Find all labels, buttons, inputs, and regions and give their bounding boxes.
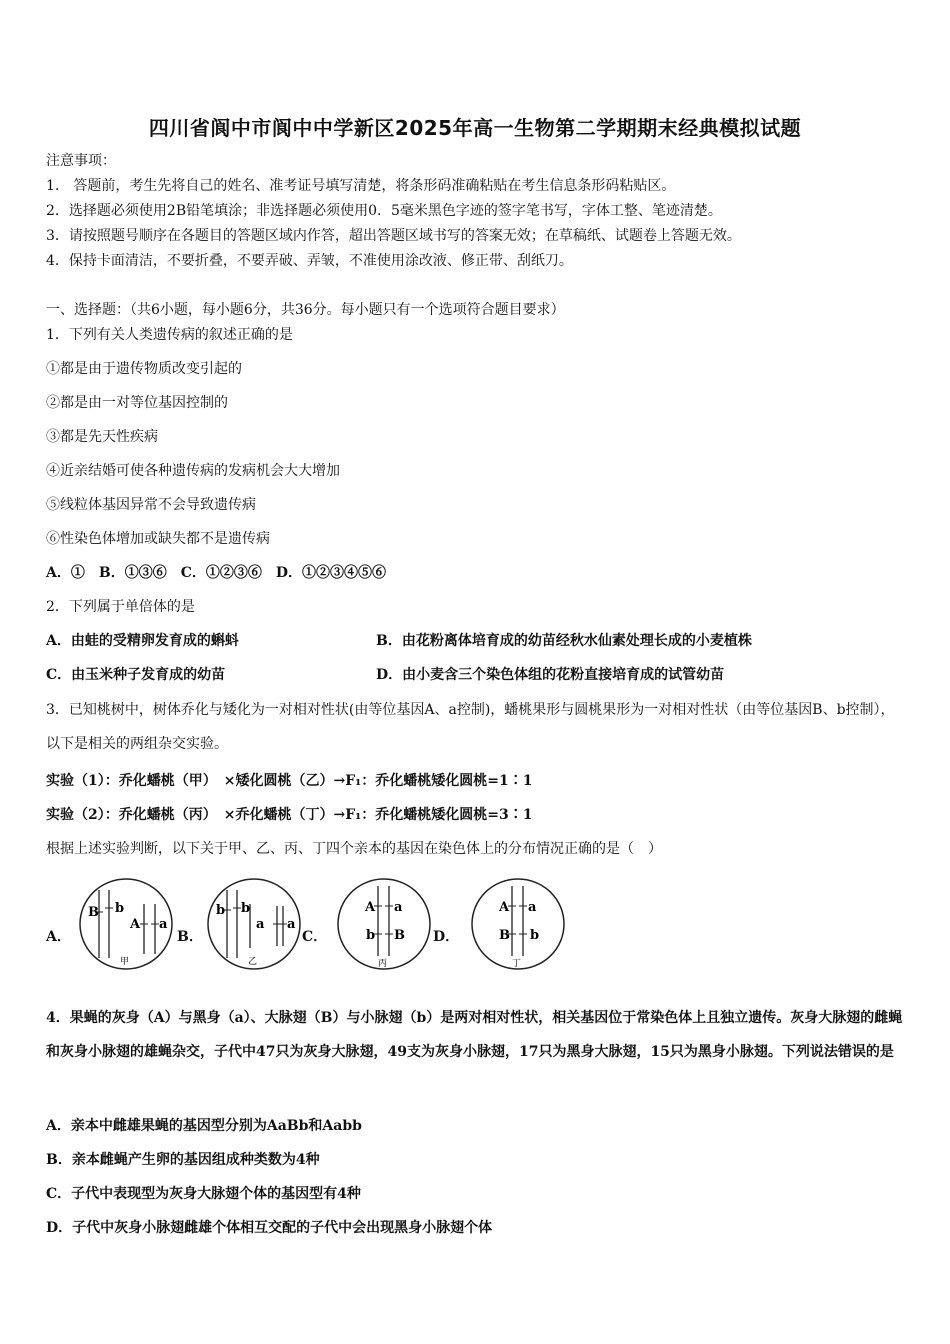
cell-name: 丙 xyxy=(378,959,388,969)
q1-statement: ⑥性染色体增加或缺失都不是遗传病 xyxy=(46,531,270,547)
notice-item: 3．请按照题号顺序在各题目的答题区域内作答，超出答题区域书写的答案无效；在草稿纸、试题卷上答题无效。 xyxy=(46,228,741,244)
gene-label: a xyxy=(159,917,168,932)
gene-label: B xyxy=(394,928,405,943)
cell-name: 甲 xyxy=(120,957,130,967)
cell-name: 丁 xyxy=(512,959,522,969)
q2-option-d: D．由小麦含三个染色体组的花粉直接培育成的试管幼苗 xyxy=(376,667,725,683)
notice-item: 2．选择题必须使用2B铅笔填涂；非选择题必须使用0．5毫米黑色字迹的签字笔书写，字体工整、笔迹清楚。 xyxy=(46,203,722,219)
gene-label: a xyxy=(287,917,296,932)
gene-label: a xyxy=(528,900,537,915)
q2-option-b: B．由花粉离体培育成的幼苗经秋水仙素处理长成的小麦植株 xyxy=(376,633,752,649)
cell-diagram-jia xyxy=(76,876,176,972)
q3-option-a-label: A． xyxy=(46,929,71,945)
q1-statement: ②都是由一对等位基因控制的 xyxy=(46,395,228,411)
q3-stem: 3．已知桃树中，树体乔化与矮化为一对相对性状(由等位基因A、a控制)，蟠桃果形与圆桃果形为一对相对性状（由等位基因B、b控制），以下是相关的两组杂交实验。 xyxy=(46,702,895,752)
cell-diagram-ding xyxy=(468,876,568,972)
notice-item: 1. 答题前，考生先将自己的姓名、准考证号填写清楚，将条形码准确粘贴在考生信息条形码粘贴区。 xyxy=(46,178,676,194)
cell-name: 乙 xyxy=(248,957,258,967)
notice-heading: 注意事项： xyxy=(46,153,116,169)
gene-label: A xyxy=(130,917,141,932)
gene-label: b xyxy=(216,903,226,918)
q2-stem: 2．下列属于单倍体的是 xyxy=(46,599,195,615)
q3-option-d-label: D． xyxy=(433,929,460,945)
cell-diagram-yi xyxy=(204,876,304,972)
gene-label: A xyxy=(365,900,376,915)
q2-option-a: A．由蛙的受精卵发育成的蝌蚪 xyxy=(46,633,239,649)
gene-label: B xyxy=(499,928,510,943)
q1-options: A．① B．①③⑥ C．①②③⑥ D．①②③④⑤⑥ xyxy=(46,565,386,581)
q4-option: D．子代中灰身小脉翅雌雄个体相互交配的子代中会出现黑身小脉翅个体 xyxy=(46,1220,493,1236)
notice-item: 4．保持卡面清洁，不要折叠，不要弄破、弄皱，不准使用涂改液、修正带、刮纸刀。 xyxy=(46,253,573,269)
section-heading: 一、选择题：（共6小题，每小题6分，共36分。每小题只有一个选项符合题目要求） xyxy=(46,302,565,318)
q3-option-b-label: B． xyxy=(177,929,203,945)
gene-label: b xyxy=(115,901,125,916)
gene-label: b xyxy=(241,901,251,916)
cell-diagram-bing xyxy=(334,876,434,972)
q1-stem: 1．下列有关人类遗传病的叙述正确的是 xyxy=(46,327,293,343)
q2-option-c: C．由玉米种子发育成的幼苗 xyxy=(46,667,226,683)
gene-label: a xyxy=(256,917,265,932)
gene-label: a xyxy=(394,900,403,915)
q1-statement: ⑤线粒体基因异常不会导致遗传病 xyxy=(46,497,256,513)
q4-option: B．亲本雌蝇产生卵的基因组成种类数为4种 xyxy=(46,1152,320,1168)
q4-option: C．子代中表现型为灰身大脉翅个体的基因型有4种 xyxy=(46,1186,361,1202)
q1-statement: ①都是由于遗传物质改变引起的 xyxy=(46,361,242,377)
q3-option-c-label: C． xyxy=(302,929,328,945)
q3-question: 根据上述实验判断，以下关于甲、乙、丙、丁四个亲本的基因在染色体上的分布情况正确的是（ ） xyxy=(46,841,662,857)
q1-statement: ④近亲结婚可使各种遗传病的发病机会大大增加 xyxy=(46,463,340,479)
gene-label: b xyxy=(366,928,376,943)
q3-experiment-1: 实验（1）：乔化蟠桃（甲） ×矮化圆桃（乙）→F₁：乔化蟠桃矮化圆桃=1∶1 xyxy=(46,773,533,789)
gene-label: b xyxy=(530,928,540,943)
q1-statement: ③都是先天性疾病 xyxy=(46,429,158,445)
q4-stem: 4．果蝇的灰身（A）与黑身（a）、大脉翅（B）与小脉翅（b）是两对相对性状，相关基因位于常染色体上且独立遗传。灰身大脉翅的雌蝇和灰身小脉翅的雄蝇杂交，子代中47只为灰身大脉翅，49支为灰身小脉翅，17只为黑身大脉翅，15只为黑身小脉翅。下列说法错误的是 xyxy=(46,1010,903,1060)
page-title: 四川省阆中市阆中中学新区2025年高一生物第二学期期末经典模拟试题 xyxy=(148,116,802,140)
q4-option: A．亲本中雌雄果蝇的基因型分别为AaBb和Aabb xyxy=(46,1118,362,1134)
gene-label: B xyxy=(88,905,99,920)
q3-experiment-2: 实验（2）：乔化蟠桃（丙） ×乔化蟠桃（丁）→F₁：乔化蟠桃矮化圆桃=3∶1 xyxy=(46,807,533,823)
gene-label: A xyxy=(499,900,510,915)
